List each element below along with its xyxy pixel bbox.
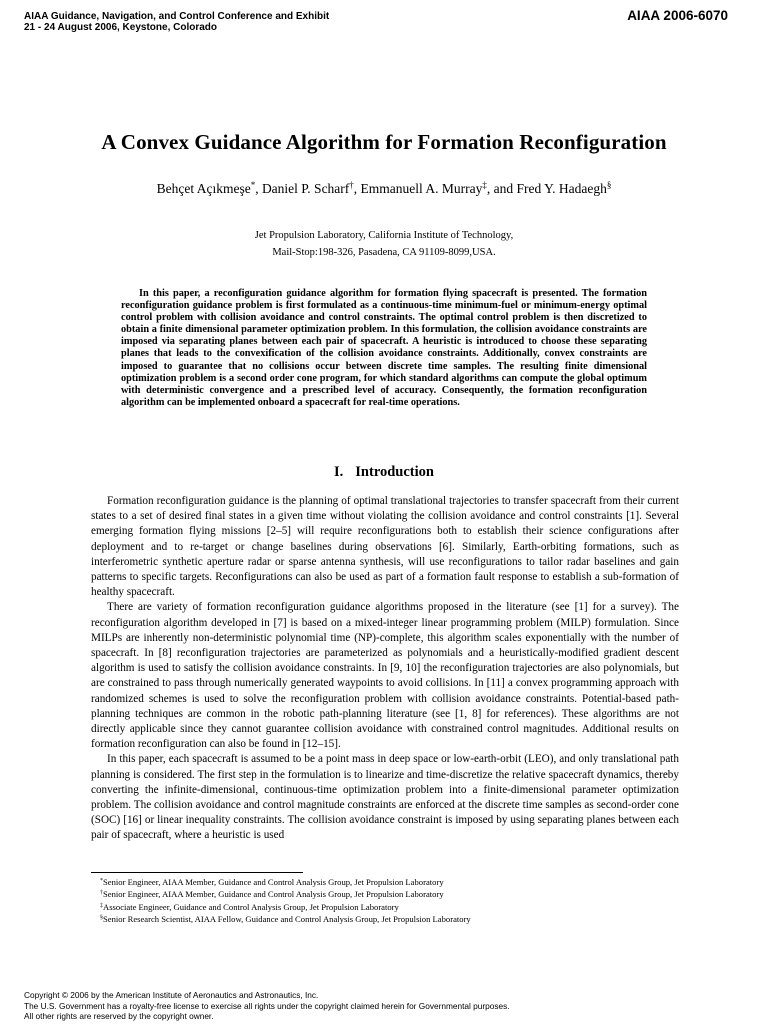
author-separator: ,: [353, 181, 361, 196]
affiliation-line: Mail-Stop:198-326, Pasadena, CA 91109-8099,USA.: [272, 246, 496, 258]
section-heading: [0, 464, 768, 481]
author-separator: ,: [255, 181, 262, 196]
footnote-mark: §: [100, 914, 103, 921]
body-text: [91, 494, 679, 844]
footnote-mark: *: [100, 878, 103, 884]
conference-header: [24, 11, 329, 33]
footnote: [100, 913, 660, 925]
affiliation-line: Jet Propulsion Laboratory, California Institute of Technology,: [254, 230, 514, 241]
footnote-text: Senior Engineer, AIAA Member, Guidance and Control Analysis Group, Jet Propulsion Laboratory: [103, 877, 444, 887]
footnote-text: Senior Research Scientist, AIAA Fellow, Guidance and Control Analysis Group, Jet Propulsion Laboratory: [103, 913, 471, 924]
author-name: Fred Y. Hadaegh: [516, 181, 607, 196]
footnotes: [100, 876, 660, 925]
body-paragraph: Formation reconfiguration guidance is the planning of optimal translational trajectories to transfer spacecraft from their current states to a set of desired final states in a given time without violating the collision avoidance and control constraints [1]. Several emerging formation flying missions [2–5] will require reconfigurations both to establish their science configurations after deployment and to re-target or change baselines during observations [6]. Similarly, Earth-orbiting formations, such as interferometric synthetic aperture radar or sparse antenna synthesis, will use reconfigurations to tailor radar baselines and gain patterns to specific targets. Reconfigurations can also be used as part of a formation fault response to establish a sub-formation of healthy spacecraft.: [91, 495, 679, 599]
section-number: I.: [334, 464, 344, 480]
author-name: Behçet Açıkmeşe: [156, 181, 251, 196]
author-separator: , and: [486, 181, 517, 196]
section-title: Introduction: [355, 464, 434, 480]
affiliation: [0, 228, 768, 261]
conference-dates-location: 21 - 24 August 2006, Keystone, Colorado: [24, 22, 218, 33]
body-paragraph: In this paper, each spacecraft is assumed to be a point mass in deep space or low-earth-orbit (LEO), and only translational path planning is considered. The first step in the formulation is to linearize and time-discretize the relative spacecraft dynamics, thereby converting the infinite-dimensional, continuous-time optimization problem into a finite-dimensional parameter optimization problem. The collision avoidance and control magnitude constraints are enforced at the discrete time samples as second-order cone (SOC) [16] or linear inequality constraints. The collision avoidance constraint is imposed by using separating planes between each pair of spacecraft, where a heuristic is used: [91, 753, 679, 842]
footnote-mark: ‡: [100, 902, 103, 909]
copyright-line: Copyright © 2006 by the American Institute of Aeronautics and Astronautics, Inc.: [24, 990, 319, 1000]
footnote: [100, 901, 660, 913]
author-name: Emmanuell A. Murray: [360, 181, 483, 196]
author-footnote-mark: †: [349, 180, 354, 190]
author-footnote-mark: §: [606, 180, 612, 190]
abstract: In this paper, a reconfiguration guidance algorithm for formation flying spacecraft is presented. The formation reconfiguration guidance problem is first formulated as a continuous-time minimum-fuel or minimum-energy optimal control problem with collision avoidance and control constraints. The optimal control problem is then discretized to obtain a finite dimensional parameter optimization problem. In this formulation, the collision avoidance constraints are imposed via separating planes between each pair of spacecraft. A heuristic is introduced to choose these separating planes that leads to the convexification of the collision avoidance constraints. Additionally, convex constraints are imposed to guarantee that no collisions occur between discrete time samples. The resulting finite dimensional optimization problem is a second order cone program, for which standard algorithms can compute the global optimum with deterministic convergence and a prescribed level of accuracy. Consequently, the formation reconfiguration algorithm can be implemented onboard a spacecraft for real-time operations.: [121, 288, 647, 408]
author-footnote-mark: ‡: [482, 180, 487, 190]
body-paragraph: There are variety of formation reconfiguration guidance algorithms proposed in the literature (see [1] for a survey). The reconfiguration algorithm developed in [7] is based on a mixed-integer linear programming problem (MILP) formulation. Since MILPs are inherently non-deterministic polynomial time (NP)-complete, this algorithm scales exponentially with the number of spacecraft. In [8] reconfiguration trajectories are parameterized as polynomials and a heuristically-modified gradient descent algorithm is used to satisfy the collision avoidance constraints. In [9, 10] the reconfiguration trajectories are also polynomials, but are constrained to pass through numerically generated waypoints to avoid collisions. In [11] a convex programming approach with randomized schemes is used to solve the reconfiguration problem with collision avoidance constraints. Potential-based path-planning techniques are common in the robotic path-planning literature (see [1, 8] for references). These algorithms are not directly applicable since they cannot guarantee collision avoidance with constrained control magnitudes. Additional results on formation reconfiguration can also be found in [12–15].: [91, 601, 679, 751]
copyright-notice: [24, 990, 744, 1022]
author-list: [0, 181, 768, 197]
author-name: Daniel P. Scharf: [261, 181, 350, 196]
footnote-mark: †: [100, 890, 103, 897]
paper-title: A Convex Guidance Algorithm for Formation Reconfiguration: [101, 130, 667, 154]
footnote-text: Senior Engineer, AIAA Member, Guidance and Control Analysis Group, Jet Propulsion Laboratory: [103, 889, 444, 900]
copyright-line: All other rights are reserved by the copyright owner.: [24, 1011, 214, 1022]
footnote-text: Associate Engineer, Guidance and Control Analysis Group, Jet Propulsion Laboratory: [103, 901, 399, 912]
footnote-divider: [91, 872, 303, 873]
copyright-line: The U.S. Government has a royalty-free license to exercise all rights under the copyright claimed herein for Governmental purposes.: [24, 1000, 510, 1011]
author-footnote-mark: *: [250, 180, 256, 190]
paper-number: AIAA 2006-6070: [627, 8, 728, 23]
footnote: [100, 876, 660, 888]
footnote: [100, 888, 660, 900]
conference-name: AIAA Guidance, Navigation, and Control Conference and Exhibit: [24, 11, 330, 22]
